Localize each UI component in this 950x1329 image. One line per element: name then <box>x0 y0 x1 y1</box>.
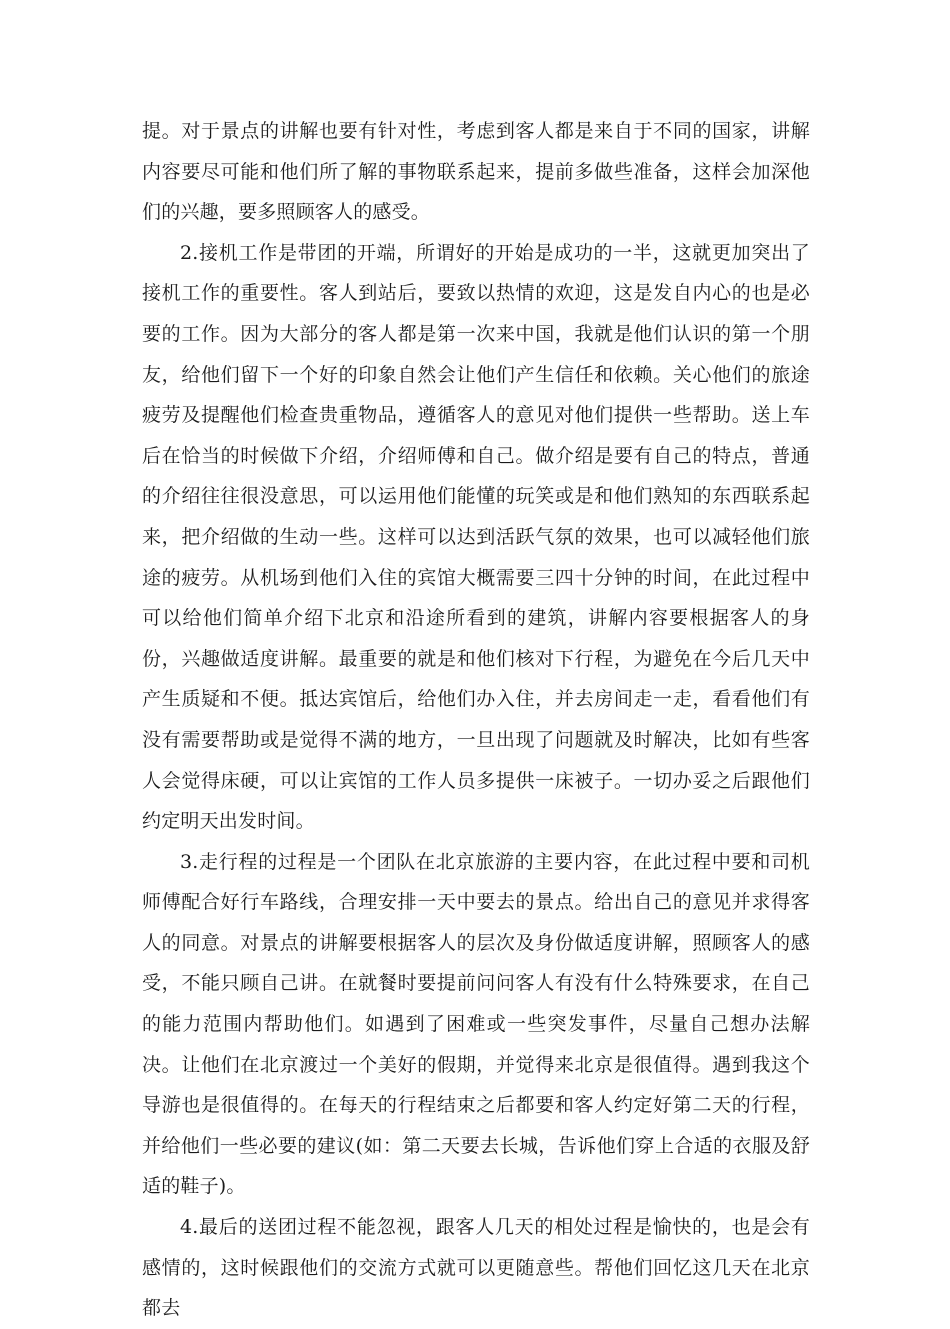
paragraph-continuation: 提。对于景点的讲解也要有针对性，考虑到客人都是来自于不同的国家，讲解内容要尽可能和他们所了解的事物联系起来，提前多做些准备，这样会加深他们的兴趣，要多照顾客人的感受。 <box>142 120 810 224</box>
paragraph-itinerary: 3.走行程的过程是一个团队在北京旅游的主要内容，在此过程中要和司机师傅配合好行车路线，合理安排一天中要去的景点。给出自己的意见并求得客人的同意。对景点的讲解要根据客人的层次及身份做适度讲解，照顾客人的感受，不能只顾自己讲。在就餐时要提前问问客人有没有什么特殊要求，在自己的能力范围内帮助他们。如遇到了困难或一些突发事件，尽量自己想办法解决。让他们在北京渡过一个美好的假期，并觉得来北京是很值得。遇到我这个导游也是很值得的。在每天的行程结束之后都要和客人约定好第二天的行程，并给他们一些必要的建议(如：第二天要去长城，告诉他们穿上合适的衣服及舒适的鞋子)。 <box>142 850 810 1198</box>
paragraph-airport-pickup: 2.接机工作是带团的开端，所谓好的开始是成功的一半，这就更加突出了接机工作的重要性。客人到站后，要致以热情的欢迎，这是发自内心的也是必要的工作。因为大部分的客人都是第一次来中国，我就是他们认识的第一个朋友，给他们留下一个好的印象自然会让他们产生信任和依赖。关心他们的旅途疲劳及提醒他们检查贵重物品，遵循客人的意见对他们提供一些帮助。送上车后在恰当的时候做下介绍，介绍师傅和自己。做介绍是要有自己的特点，普通的介绍往往很没意思，可以运用他们能懂的玩笑或是和他们熟知的东西联系起来，把介绍做的生动一些。这样可以达到活跃气氛的效果，也可以减轻他们旅途的疲劳。从机场到他们入住的宾馆大概需要三四十分钟的时间，在此过程中可以给他们简单介绍下北京和沿途所看到的建筑，讲解内容要根据客人的身份，兴趣做适度讲解。最重要的就是和他们核对下行程，为避免在今后几天中产生质疑和不便。抵达宾馆后，给他们办入住，并去房间走一走，看看他们有没有需要帮助或是觉得不满的地方，一旦出现了问题就及时解决，比如有些客人会觉得床硬，可以让宾馆的工作人员多提供一床被子。一切办妥之后跟他们约定明天出发时间。 <box>142 241 810 833</box>
paragraph-farewell: 4.最后的送团过程不能忽视，跟客人几天的相处过程是愉快的，也是会有感情的，这时候跟他们的交流方式就可以更随意些。帮他们回忆这几天在北京都去 <box>142 1216 810 1320</box>
document-body <box>142 111 810 1329</box>
